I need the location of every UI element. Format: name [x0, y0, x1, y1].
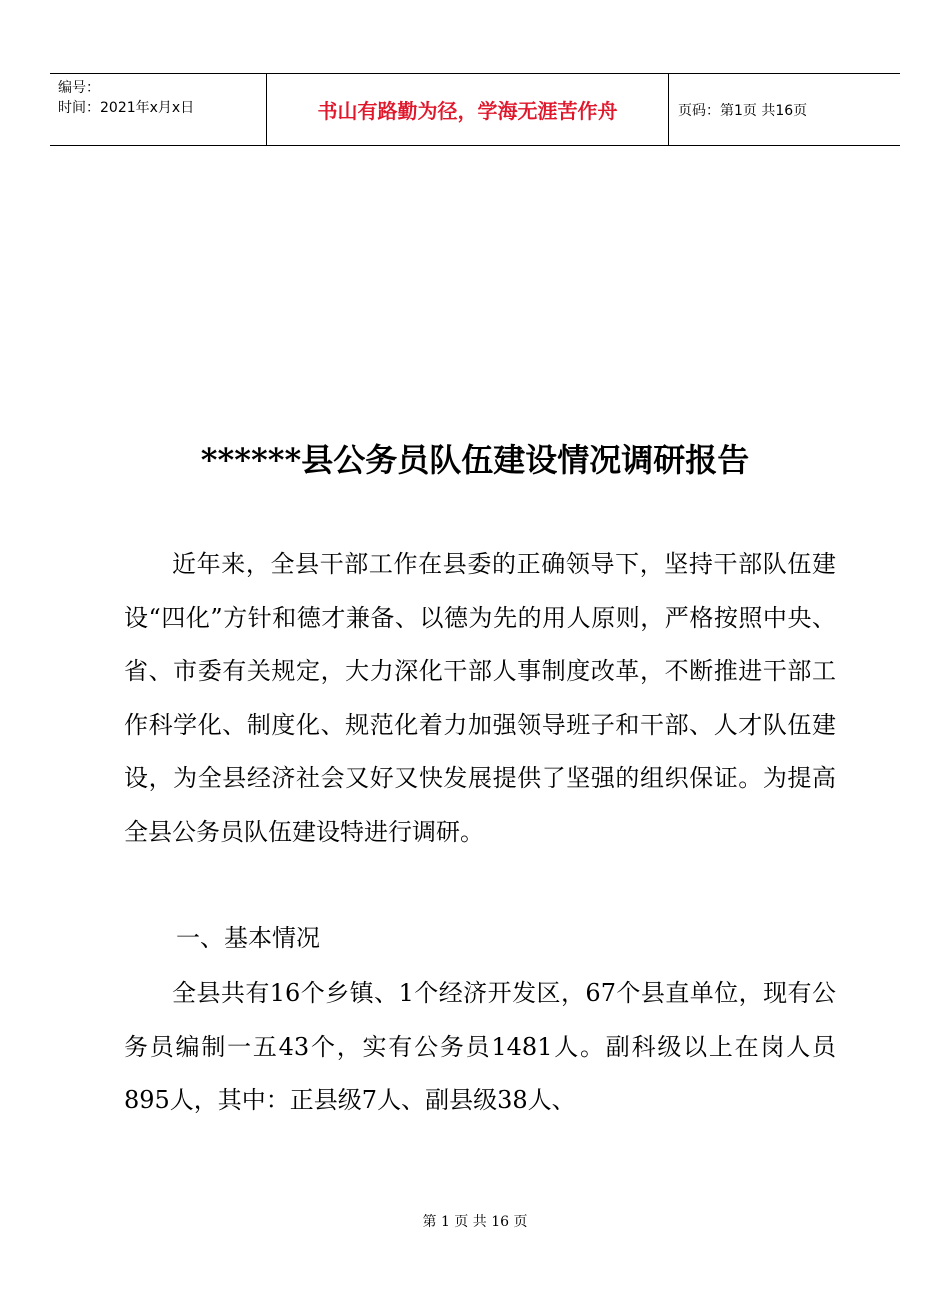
document-title: ******县公务员队伍建设情况调研报告 [200, 441, 750, 479]
page-footer: 第 1 页 共 16 页 [422, 1214, 528, 1230]
paragraph-intro: 近年来，全县干部工作在县委的正确领导下，坚持干部队伍建设“四化”方针和德才兼备、以德为先的用人原则，严格按照中央、省、市委有关规定，大力深化干部人事制度改革，不断推进干部工作科学化、制度化、规范化着力加强领导班子和干部、人才队伍建设，为全县经济社会又好又快发展提供了坚强的组织保证。为提高全县公务员队伍建设特进行调研。 [124, 550, 836, 846]
doc-number-label: 编号： [58, 80, 100, 96]
header-divider-right [668, 74, 669, 145]
header-meta [58, 78, 264, 118]
paragraph-basic-info: 全县共有16个乡镇、1个经济开发区，67个县直单位，现有公务员编制一五43个，实有公务员1481人。副科级以上在岗人员895人，其中：正县级7人、副县级38人、 [124, 979, 836, 1114]
section-heading-basic: 一、基本情况 [176, 924, 320, 952]
page-header [50, 73, 900, 146]
header-page-info: 页码：第1页 共16页 [678, 102, 808, 119]
date-line: 时间：2021年x月x日 [58, 100, 195, 116]
header-motto: 书山有路勤为径，学海无涯苦作舟 [317, 99, 618, 123]
